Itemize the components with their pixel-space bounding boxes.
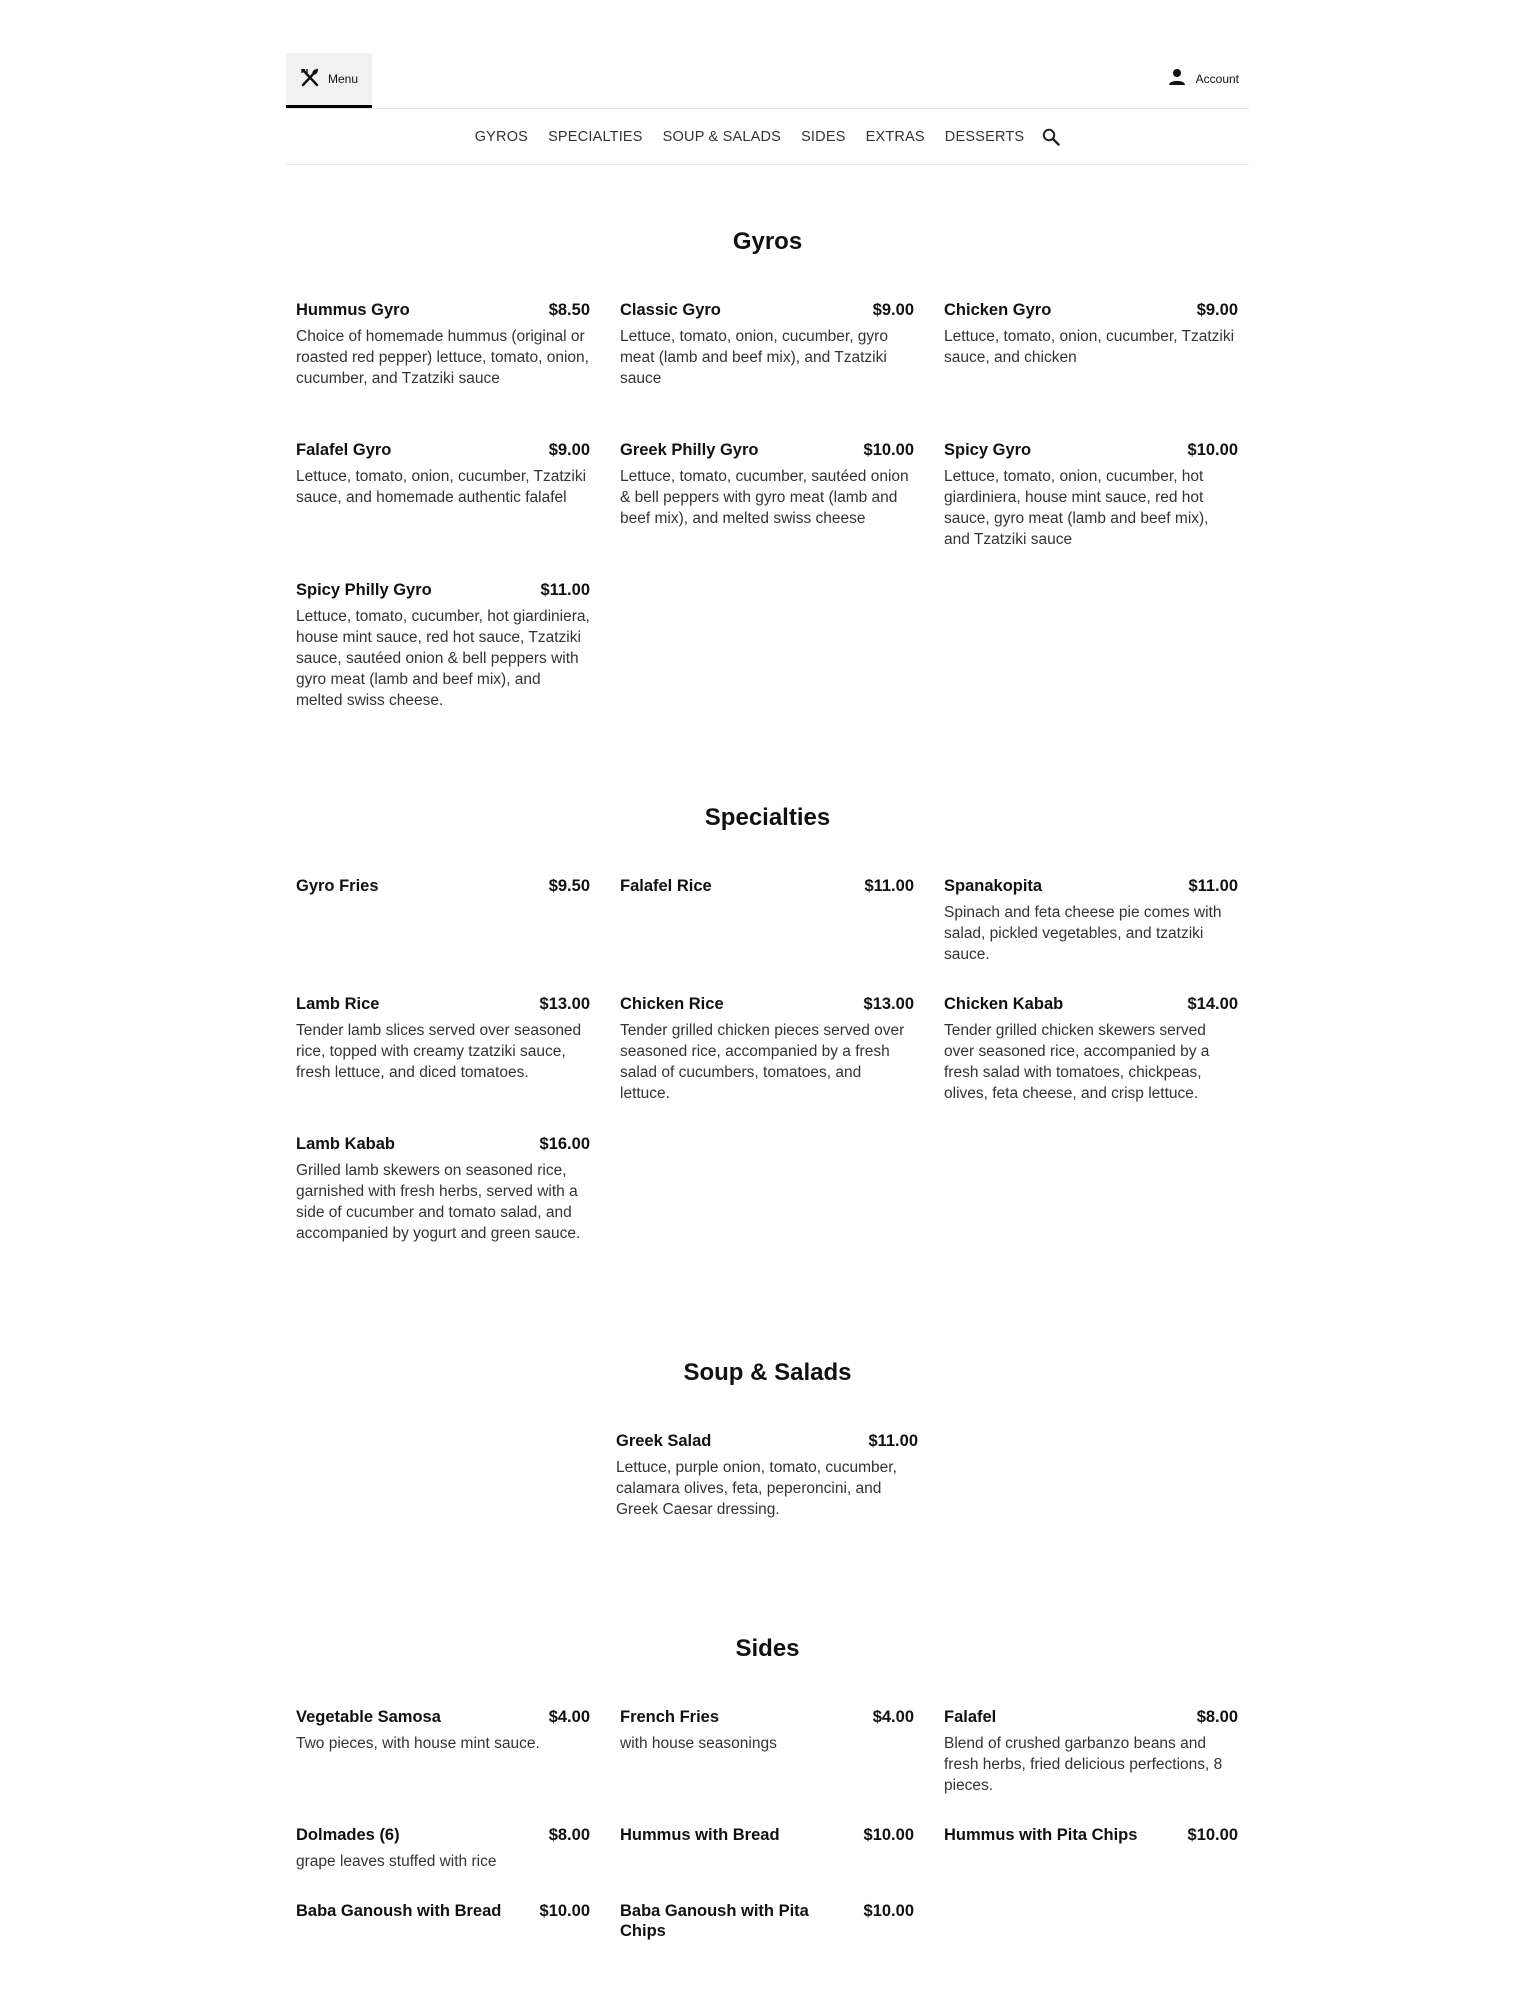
menu-item[interactable] [296, 300, 590, 389]
item-name: Hummus with Pita Chips [944, 1826, 1138, 1844]
section-title: Sides [735, 1635, 800, 1662]
item-name: Spicy Philly Gyro [296, 581, 432, 599]
menu-tab-label: Menu [327, 72, 359, 86]
item-description: Two pieces, with house mint sauce. [296, 1735, 540, 1752]
item-name: Hummus with Bread [620, 1826, 780, 1844]
category-link-sides[interactable]: SIDES [801, 128, 846, 145]
item-price: $10.00 [863, 1902, 914, 1920]
menu-item[interactable] [620, 440, 914, 529]
item-price: $13.00 [539, 995, 590, 1013]
menu-item[interactable] [296, 876, 590, 896]
account-button[interactable] [1168, 68, 1239, 89]
item-price: $9.00 [1196, 301, 1238, 319]
item-description: Lettuce, tomato, cucumber, sautéed onion & bell peppers with gyro meat (lamb and beef mix), and melted swiss cheese [620, 468, 909, 527]
menu-item[interactable] [296, 1901, 590, 1921]
menu-item[interactable] [296, 440, 590, 508]
item-description: Tender lamb slices served over seasoned rice, topped with creamy tzatziki sauce, fresh lettuce, and diced tomatoes. [296, 1022, 582, 1081]
item-name: Lamb Kabab [296, 1135, 396, 1153]
category-link-desserts[interactable]: DESSERTS [944, 128, 1025, 145]
item-description: with house seasonings [620, 1735, 777, 1752]
item-description: Lettuce, tomato, onion, cucumber, hot giardiniera, house mint sauce, red hot sauce, gyro meat (lamb and beef mix), and Tzatziki sauce [944, 468, 1209, 548]
item-description: Blend of crushed garbanzo beans and fresh herbs, fried delicious perfections, 8 pieces. [944, 1735, 1223, 1794]
menu-item[interactable] [944, 440, 1238, 550]
item-price: $10.00 [863, 441, 914, 459]
menu-item[interactable] [944, 1707, 1238, 1796]
item-price: $11.00 [540, 581, 590, 599]
item-name: Greek Philly Gyro [620, 441, 759, 459]
item-name: Classic Gyro [620, 301, 721, 319]
section-title: Gyros [732, 228, 803, 255]
item-description: Spinach and feta cheese pie comes with salad, pickled vegetables, and tzatziki sauce. [944, 904, 1222, 963]
menu-item[interactable] [620, 1707, 914, 1754]
menu-item[interactable] [296, 580, 590, 711]
item-description: Lettuce, purple onion, tomato, cucumber, calamara olives, feta, peperoncini, and Greek Caesar dressing. [616, 1459, 897, 1518]
item-description: grape leaves stuffed with rice [296, 1853, 497, 1870]
menu-item[interactable] [296, 994, 590, 1083]
item-name: Falafel [944, 1708, 997, 1726]
item-description: Grilled lamb skewers on seasoned rice, garnished with fresh herbs, served with a side of cucumber and tomato salad, and accompanied by yogurt and green sauce. [296, 1162, 581, 1242]
item-price: $10.00 [863, 1826, 914, 1844]
menu-item[interactable] [620, 1825, 914, 1845]
section-title: Soup & Salads [683, 1359, 852, 1386]
section-gyros [286, 228, 1249, 256]
menu-item[interactable] [620, 994, 914, 1104]
category-link-soup-salads[interactable]: SOUP & SALADS [662, 128, 782, 145]
menu-container [286, 0, 1249, 1940]
item-name: Baba Ganoush with Bread [296, 1902, 502, 1920]
item-price: $14.00 [1187, 995, 1238, 1013]
item-name: Baba Ganoush with Pita Chips [620, 1902, 809, 1940]
menu-item[interactable] [944, 994, 1238, 1104]
item-name: Chicken Gyro [944, 301, 1052, 319]
item-price: $4.00 [872, 1708, 914, 1726]
category-link-specialties[interactable]: SPECIALTIES [548, 128, 643, 145]
item-name: Gyro Fries [296, 877, 379, 895]
item-name: Vegetable Samosa [296, 1708, 441, 1726]
item-price: $13.00 [863, 995, 914, 1013]
section-soup-salads [286, 1359, 1249, 1387]
utensils-icon [300, 68, 320, 91]
menu-tab[interactable] [286, 53, 372, 108]
category-nav [286, 109, 1249, 165]
item-price: $8.50 [548, 301, 590, 319]
item-price: $10.00 [1187, 1826, 1238, 1844]
category-link-extras[interactable]: EXTRAS [865, 128, 925, 145]
item-price: $10.00 [1187, 441, 1238, 459]
item-name: Dolmades (6) [296, 1826, 400, 1844]
menu-item[interactable] [296, 1825, 590, 1872]
item-price: $8.00 [548, 1826, 590, 1844]
item-description: Choice of homemade hummus (original or roasted red pepper) lettuce, tomato, onion, cucumber, and Tzatziki sauce [296, 328, 589, 387]
menu-item[interactable] [620, 300, 914, 389]
item-name: Falafel Gyro [296, 441, 392, 459]
item-name: Spanakopita [944, 877, 1043, 895]
account-label: Account [1195, 71, 1239, 86]
menu-item[interactable] [296, 1707, 590, 1754]
section-title: Specialties [704, 804, 831, 831]
item-description: Tender grilled chicken skewers served over seasoned rice, accompanied by a fresh salad with tomatoes, chickpeas, olives, feta cheese, and crisp lettuce. [944, 1022, 1210, 1102]
item-price: $4.00 [548, 1708, 590, 1726]
item-description: Lettuce, tomato, cucumber, hot giardiniera, house mint sauce, red hot sauce, Tzatziki sauce, sautéed onion & bell peppers with gyro meat (lamb and beef mix), and melted swiss cheese. [296, 608, 590, 709]
item-price: $11.00 [1188, 877, 1238, 895]
category-link-gyros[interactable]: GYROS [474, 128, 529, 145]
menu-item[interactable] [944, 300, 1238, 368]
item-price: $10.00 [539, 1902, 590, 1920]
item-price: $9.00 [872, 301, 914, 319]
menu-item[interactable] [620, 876, 914, 896]
menu-item[interactable] [616, 1431, 918, 1520]
item-name: Chicken Kabab [944, 995, 1064, 1013]
section-sides [286, 1635, 1249, 1663]
item-name: Lamb Rice [296, 995, 380, 1013]
item-price: $8.00 [1196, 1708, 1238, 1726]
user-icon [1168, 68, 1186, 89]
top-bar [286, 0, 1249, 109]
item-description: Lettuce, tomato, onion, cucumber, Tzatziki sauce, and homemade authentic falafel [296, 468, 587, 506]
item-description: Lettuce, tomato, onion, cucumber, gyro meat (lamb and beef mix), and Tzatziki sauce [620, 328, 888, 387]
item-name: French Fries [620, 1708, 720, 1726]
item-price: $11.00 [868, 1432, 918, 1450]
item-name: Greek Salad [616, 1432, 712, 1450]
menu-item[interactable] [296, 1134, 590, 1244]
item-price: $9.50 [548, 877, 590, 895]
menu-item[interactable] [944, 1825, 1238, 1845]
item-name: Chicken Rice [620, 995, 724, 1013]
item-name: Falafel Rice [620, 877, 712, 895]
item-name: Hummus Gyro [296, 301, 410, 319]
item-price: $9.00 [548, 441, 590, 459]
item-description: Lettuce, tomato, onion, cucumber, Tzatziki sauce, and chicken [944, 328, 1235, 366]
item-price: $16.00 [539, 1135, 590, 1153]
item-price: $11.00 [864, 877, 914, 895]
search-icon[interactable] [1042, 128, 1060, 146]
item-description: Tender grilled chicken pieces served over seasoned rice, accompanied by a fresh salad of cucumbers, tomatoes, and lettuce. [620, 1022, 905, 1102]
item-name: Spicy Gyro [944, 441, 1032, 459]
menu-item[interactable] [944, 876, 1238, 965]
section-specialties [286, 804, 1249, 832]
menu-item[interactable] [620, 1901, 914, 1941]
